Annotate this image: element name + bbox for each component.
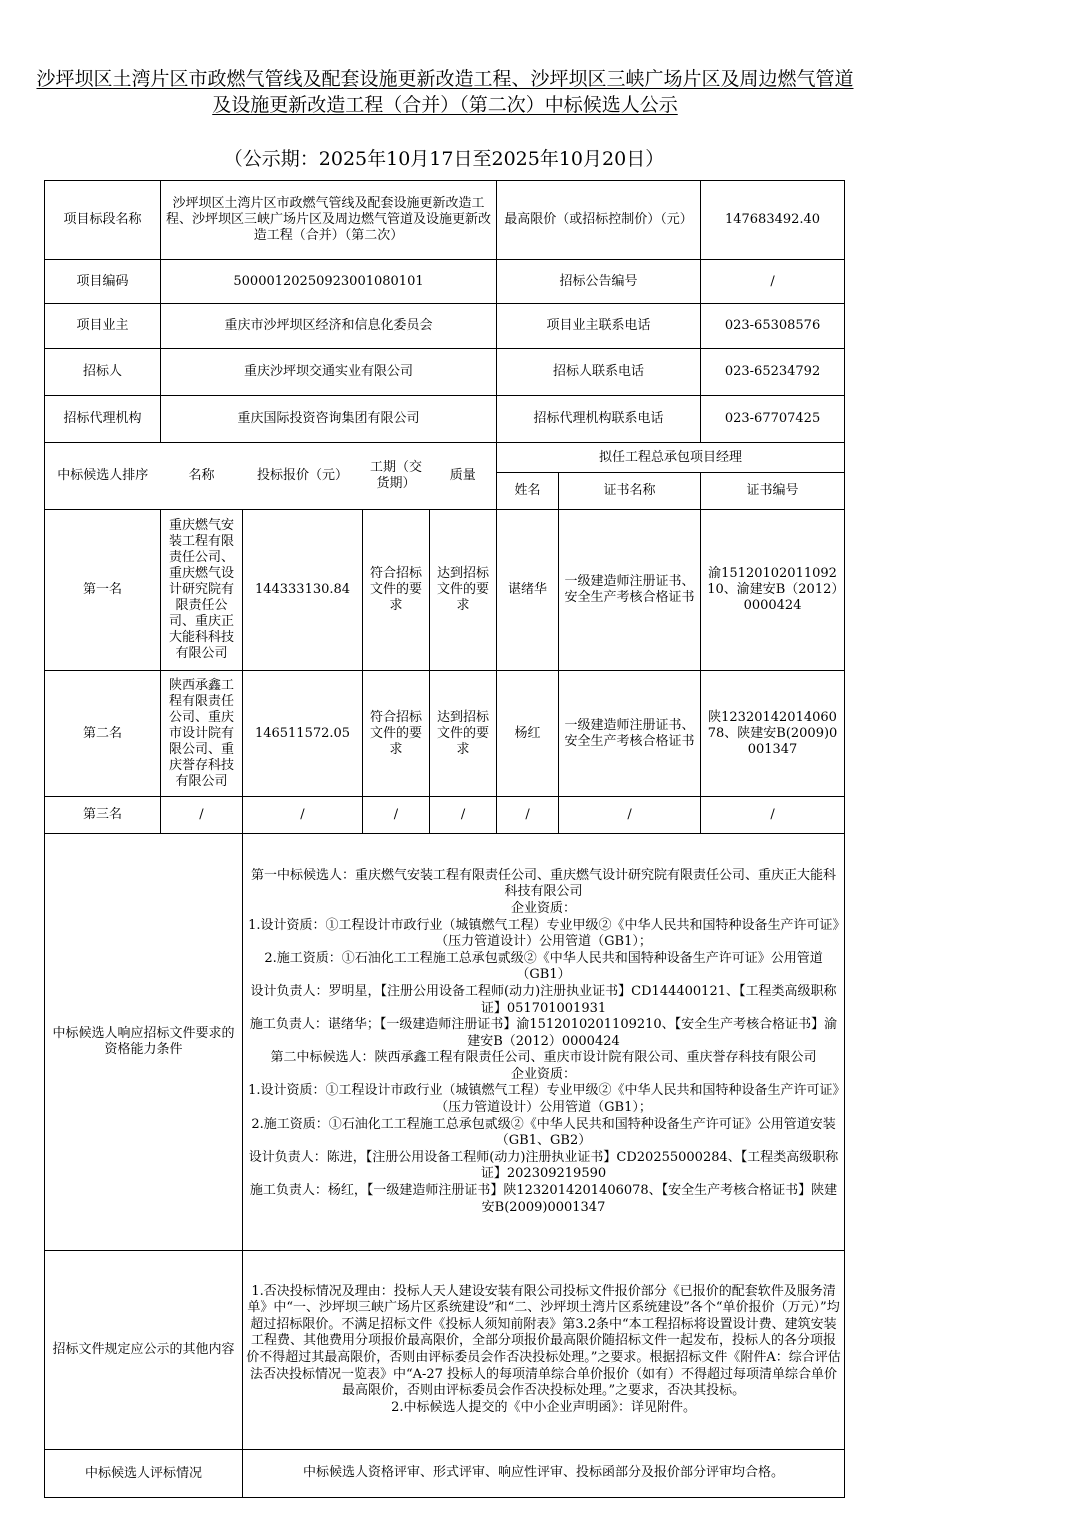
pm-name-header: 姓名 — [497, 473, 559, 510]
project-code-value: 500001202509230010​80101 — [161, 260, 497, 304]
row-tenderer — [45, 349, 845, 396]
rank-header: 中标候选人排序 — [45, 443, 161, 510]
qualification-line: 设计负责人：陈进，【注册公用设备工程师(动力)注册执业证书】CD20255000284、【工程类高级职称证】202309219590 — [248, 1149, 839, 1182]
other-content-line: 1.否决投标情况及理由：投标人天人建设安装有限公司投标文件报价部分《已报价的配套软件及服务清单》中“一、沙坪坝三峡广场片区系统建设”和“二、沙坪坝土湾片区系统建设”各个“单价报价（万元）”均超过招标限价。不满足招标文件《投标人须知前附表》第3.2条中“本工程招标将设置设计费、建筑安装工程费、其他费用分项报价最高限价，全部分项报价最高限价随招标文件一起发布，投标人的各分项报价不得超过其最高限价，否则由评标委员会作否决投标处理。”之要求。根据招标文件《附件A：综合评估法否决投标情况一览表》中“A-27 投标人的每项清单综合单价报价（如有）不得超过每项清单综合单价最高限价，否则由评标委员会作否决投标处理。”之要求，否决其投标。 — [246, 1283, 841, 1399]
agency-label: 招标代理机构 — [45, 396, 161, 443]
candidate-period: 符合招标文件的要求 — [363, 671, 430, 797]
row-project-code — [45, 260, 845, 304]
candidate-quality: / — [430, 797, 497, 834]
publicity-period: （公示期：2025年10月17日至2025年10月20日） — [223, 148, 665, 170]
candidate-rank: 第三名 — [45, 797, 161, 834]
owner-value: 重庆市沙坪坝区经济和信息化委员会 — [161, 304, 497, 349]
other-content-label: 招标文件规定应公示的其他内容 — [45, 1251, 243, 1450]
row-agency — [45, 396, 845, 443]
qualification-line: 2.施工资质：①石油化工工程施工总承包贰级②《中华人民共和国特种设备生产许可证》公用管道（GB1） — [264, 950, 823, 983]
candidate-price: 144333130.84 — [243, 510, 363, 671]
row-project-name — [45, 181, 845, 260]
max-price-value: 147683492.40 — [701, 181, 845, 260]
max-price-label: 最高限价（或招标控制价）（元） — [497, 181, 701, 260]
other-content — [243, 1251, 845, 1450]
qualification-line: 第一中标候选人：重庆燃气安装工程有限责任公司、重庆燃气设计研究院有限责任公司、重庆正大能科科技有限公司 — [251, 867, 837, 900]
candidate-quality: 达到招标文件的要求 — [430, 671, 497, 797]
candidate-name: 重庆燃气安装工程有限责任公司、重庆燃气设计研究院有限责任公司、重庆正大能科科技有限公司 — [161, 510, 243, 671]
candidate-name: 陕西承鑫工程有限责任公司、重庆市设计院有限公司、重庆誉存科技有限公司 — [161, 671, 243, 797]
qualification-line: 设计负责人：罗明星，【注册公用设备工程师(动力)注册执业证书】CD144400121、【工程类高级职称证】051701001931 — [250, 983, 837, 1016]
cert-name-header: 证书名称 — [559, 473, 701, 510]
candidate-cert-no: / — [701, 797, 845, 834]
candidate-period: / — [363, 797, 430, 834]
project-name-label: 项目标段名称 — [45, 181, 161, 260]
evaluation-row — [45, 1450, 845, 1498]
candidate-row — [45, 797, 845, 834]
tenderer-value: 重庆沙坪坝交通实业有限公司 — [161, 349, 497, 396]
candidate-row — [45, 671, 845, 797]
candidate-price: / — [243, 797, 363, 834]
tenderer-label: 招标人 — [45, 349, 161, 396]
candidate-cert-name: 一级建造师注册证书、安全生产考核合格证书 — [559, 671, 701, 797]
candidate-cert-no: 陕1232014201406078、陕建安B(2009)0001347 — [701, 671, 845, 797]
qualification-line: 企业资质： — [511, 1066, 577, 1082]
candidate-rank: 第二名 — [45, 671, 161, 797]
qualification-line: 施工负责人：谌绪华；【一级建造师注册证书】渝1512010201109210、【安全生产考核合格证书】渝建安B（2012）0000424 — [249, 1017, 838, 1049]
candidate-row — [45, 510, 845, 671]
name-header: 名称 — [161, 443, 243, 510]
project-name-value: 沙坪坝区土湾片区市政燃气管线及配套设施更新改造工程、沙坪坝区三峡广场片区及周边燃气管道及设施更新改造工程（合并）（第二次） — [161, 181, 497, 260]
qualification-label: 中标候选人响应招标文件要求的资格能力条件 — [45, 834, 243, 1251]
price-header: 投标报价（元） — [243, 443, 363, 510]
qualification-line: 2.施工资质：①石油化工工程施工总承包贰级②《中华人民共和国特种设备生产许可证》公用管道安装（GB1、GB2） — [251, 1116, 836, 1149]
candidate-rank: 第一名 — [45, 510, 161, 671]
qualification-line: 企业资质： — [511, 900, 577, 916]
row-owner — [45, 304, 845, 349]
qualification-line: 1.设计资质：①工程设计市政行业（城镇燃气工程）专业甲级②《中华人民共和国特种设备生产许可证》（压力管道设计）公用管道（GB1）； — [248, 917, 839, 950]
qualification-line: 第二中标候选人：陕西承鑫工程有限责任公司、重庆市设计院有限公司、重庆誉存科技有限公司 — [270, 1050, 817, 1066]
notice-no-value: / — [701, 260, 845, 304]
project-manager-group-header: 拟任工程总承包项目经理 — [497, 443, 845, 473]
owner-phone-value: 023-65308576 — [701, 304, 845, 349]
cert-no-header: 证书编号 — [701, 473, 845, 510]
page-title: 沙坪坝区土湾片区市政燃气管线及配套设施更新改造工程、沙坪坝区三峡广场片区及周边燃气管道及设施更新改造工程（合并）（第二次）中标候选人公示 — [36, 68, 854, 116]
candidate-quality: 达到招标文件的要求 — [430, 510, 497, 671]
quality-header: 质量 — [430, 443, 497, 510]
agency-phone-label: 招标代理机构联系电话 — [497, 396, 701, 443]
candidate-pm-name: / — [497, 797, 559, 834]
candidate-pm-name: 谌绪华 — [497, 510, 559, 671]
qualification-line: 1.设计资质：①工程设计市政行业（城镇燃气工程）专业甲级②《中华人民共和国特种设备生产许可证》（压力管道设计）公用管道（GB1）； — [248, 1083, 839, 1116]
candidate-cert-no: 渝1512010201109210、渝建安B（2012）0000424 — [701, 510, 845, 671]
candidate-period: 符合招标文件的要求 — [363, 510, 430, 671]
agency-phone-value: 023-67707425 — [701, 396, 845, 443]
owner-phone-label: 项目业主联系电话 — [497, 304, 701, 349]
evaluation-content: 中标候选人资格评审、形式评审、响应性评审、投标函部分及报价部分评审均合格。 — [243, 1450, 845, 1498]
agency-value: 重庆国际投资咨询集团有限公司 — [161, 396, 497, 443]
qualification-line: 施工负责人：杨红，【一级建造师注册证书】陕1232014201406078、【安全生产考核合格证书】陕建安B(2009)0001347 — [249, 1183, 838, 1215]
candidate-cert-name: / — [559, 797, 701, 834]
qualification-content — [243, 834, 845, 1251]
tenderer-phone-label: 招标人联系电话 — [497, 349, 701, 396]
project-code-label: 项目编码 — [45, 260, 161, 304]
candidate-name: / — [161, 797, 243, 834]
other-content-line: 2.中标候选人提交的《中小企业声明函》：详见附件。 — [391, 1399, 696, 1415]
period-header: 工期（交货期） — [363, 443, 430, 510]
candidate-pm-name: 杨红 — [497, 671, 559, 797]
tenderer-phone-value: 023-65234792 — [701, 349, 845, 396]
other-content-row — [45, 1251, 845, 1450]
candidate-cert-name: 一级建造师注册证书、安全生产考核合格证书 — [559, 510, 701, 671]
candidates-header-row-1 — [45, 443, 845, 473]
candidate-price: 146511572.05 — [243, 671, 363, 797]
notice-no-label: 招标公告编号 — [497, 260, 701, 304]
qualification-row — [45, 834, 845, 1251]
candidate-notice-table — [44, 180, 845, 1498]
evaluation-label: 中标候选人评标情况 — [45, 1450, 243, 1498]
owner-label: 项目业主 — [45, 304, 161, 349]
